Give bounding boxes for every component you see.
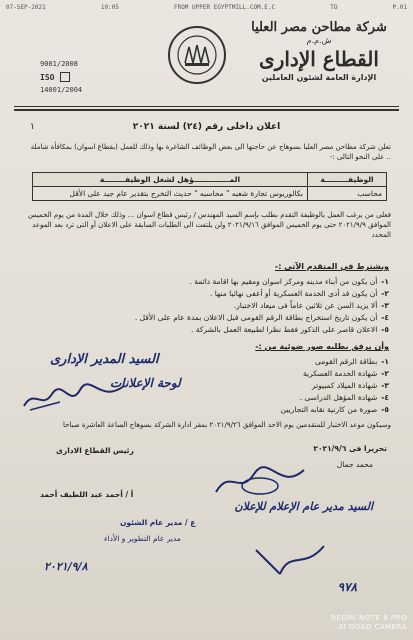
sector-head-name: أ / أحمد عبد اللطيف أحمد [40,490,134,499]
iso-checkbox-icon [60,72,70,82]
intro-paragraph: تعلن شركة مطاحن مصر العليا بسوهاج عن حاجتها الى بعض الوظائف الشاغرة بها وذلك للعمل (بقطاع اسوان) بمكافأة شاملة .. على النحو التالى :- [30,143,391,161]
fax-to: TO [330,4,338,11]
jobs-table [32,172,387,201]
fax-header [6,4,407,11]
fax-time: 10:05 [100,4,119,11]
table-header-cell: المــــــــــــــؤهل لشغل الوظيفــــــــة [33,173,308,187]
handwritten-ref: ٩٧٨ [337,580,357,594]
header-divider [14,106,399,107]
watermark-device: REDMI NOTE 8 PRO [331,614,407,622]
handwritten-signature-icon [250,540,330,584]
table-row [33,187,387,201]
header-divider-thick [14,109,399,111]
list-item: ٣-شهادة الميلاد كمبيوتر [311,381,389,390]
company-type: ش.م.م [306,36,332,45]
handwritten-signature-icon [20,380,130,418]
sector-head-title: رئيس القطاع الادارى [56,446,134,455]
conditions-list [40,276,389,336]
table-header-cell: الوظيفـــــــــة [308,173,387,187]
side-number: ١ [30,122,35,132]
camera-watermark [331,614,407,632]
list-item: ٣-ألا يزيد السن عن ثلاثين عاماً فى ميعاد الاختبار. [233,301,389,310]
handwritten-note-3: السيد مدير عام الإعلام للإعلان [234,500,373,513]
announcement-title: اعلان داخلى رقم (٢٤) لسنة ٢٠٢١ [132,122,281,132]
fax-from: FROM UPPER EGYPTMILL.COM.E.C [173,4,276,11]
list-item: ٤-أن يكون تاريخ استخراج بطاقة الرقم القومى قبل الاعلان بمدة عام على الأقل . [134,313,389,322]
list-item: ٢-شهادة الخدمة العسكرية [302,369,389,378]
table-cell: بكالوريوس تجارة شعبه " محاسبه " حديث التخرج بتقدير عام جيد على الأقل [33,187,308,201]
list-item: ٢-أن يكون قد أدى الخدمة العسكرية أو أعفى نهائيا منها . [210,289,389,298]
list-item: ١-بطاقة الرقم القومى [315,357,389,366]
department-name: الإدارة العامة لشئون العاملين [261,73,377,82]
table-header-row [33,173,387,187]
admin-name: مدير عام التطوير و الأداء [104,534,181,543]
iso-certifications [40,60,140,98]
list-item: ٥-صورة من كارنية نقابه التجاريين [280,405,389,414]
issue-date: تحريرا فى ٢٠٢١/٩/٦ [313,444,387,453]
handwritten-note-2: لوحة الإعلانات [110,376,181,390]
sector-name: القطاع الإدارى [259,47,379,71]
letterhead [239,20,399,82]
manager-title: ع / مدير عام الشئون [120,518,196,527]
conditions-title: ويشترط في المتقدم الآتى :- [274,262,389,271]
list-item: ٤-شهادة المؤهل الدراسى . [299,393,389,402]
fax-date: 07-SEP-2021 [6,4,46,11]
documents-list [200,356,389,416]
exam-note: وسيكون موعد الاختبار للمتقدمين يوم الاحد الموافق ٢٠٢١/٩/٢٦ بمقر ادارة الشركة بسوهاج الساعة العاشرة صباحا [62,421,391,429]
table-cell: محاسب [308,187,387,201]
deadline-paragraph: فعلى من يرغب العمل بالوظيفة التقدم بطلب بإسم السيد المهندس / رئيس قطاع اسوان ... وذلك خلال المدة من يوم الخميس الموافق ٢٠٢١/٩/٩ حتى يوم الخميس الموافق ٢٠٢١/٩/١٦ ولن يلتفت الى الطلبات السابقة على الاعلان أو التى ترد بعد الموعد المحدد [28,211,391,239]
company-logo-icon [168,26,226,84]
iso-code-2: 14001/2004 [40,86,83,94]
watermark-camera: AI QUAD CAMERA [338,623,407,631]
fax-page: P.01 [392,4,407,11]
list-item: ١-أن يكون من أبناء مدينه ومركز اسوان ومقيم بها اقامة دائمة . [189,277,389,286]
list-item: ٥-الاعلان قاصر على الذكور فقط نظرا لطبيعة العمل بالشركة . [191,325,389,334]
company-name: شركة مطاحن مصر العليا [251,20,387,35]
employee-name: محمد جمال [336,460,373,469]
documents-title: وأن يرفق بطلبه صور ضوئية من :- [255,342,389,351]
iso-code-1: 9001/2008 [40,60,78,68]
handwritten-note-1: السيد المدير الإدارى [50,352,159,367]
handwritten-date: ٢٠٢١/٩/٨ [44,560,88,573]
iso-label: ISO [40,72,55,82]
